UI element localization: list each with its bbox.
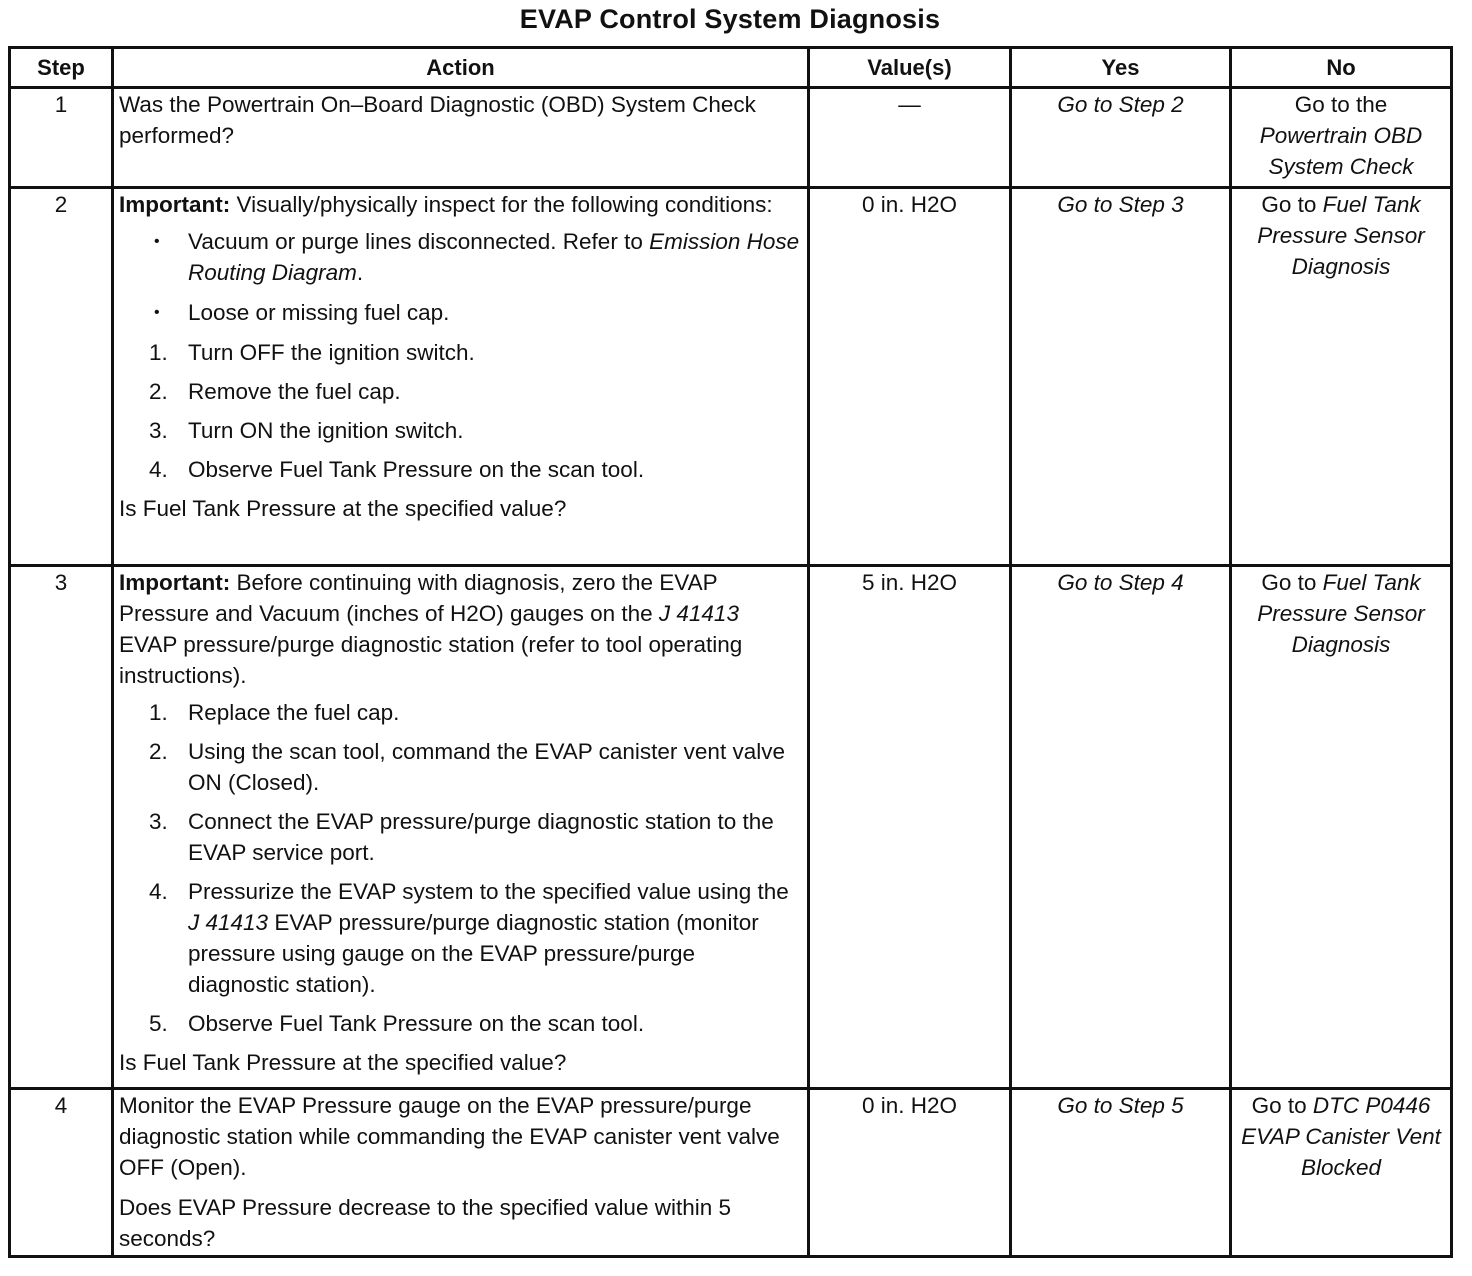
step-number: 2: [10, 188, 113, 566]
item-text: Observe Fuel Tank Pressure on the scan tool.: [188, 457, 645, 482]
list-item: [149, 337, 802, 368]
action-text: Was the Powertrain On–Board Diagnostic (OBD) System Check performed?: [119, 92, 756, 148]
action-text: Monitor the EVAP Pressure gauge on the EVAP pressure/purge diagnostic station while commanding the EVAP canister vent valve OFF (Open).: [119, 1093, 780, 1180]
value-cell: 0 in. H2O: [809, 1089, 1011, 1257]
item-text: Remove the fuel cap.: [188, 379, 401, 404]
no-prefix: Go to: [1261, 192, 1323, 217]
item-number: 5.: [149, 1011, 168, 1036]
no-cell: [1231, 566, 1452, 1089]
yes-link-text: Go to Step 4: [1057, 570, 1184, 595]
list-item: [149, 376, 802, 407]
item-text: EVAP pressure/purge diagnostic station (monitor pressure using gauge on the EVAP pressure/purge diagnostic station).: [188, 910, 759, 997]
step-number: 4: [10, 1089, 113, 1257]
item-number: 4.: [149, 879, 168, 904]
yes-link[interactable]: [1011, 188, 1231, 566]
value-cell: —: [809, 88, 1011, 188]
procedure-list: [119, 337, 802, 485]
document-title: EVAP Control System Diagnosis: [519, 4, 941, 34]
header-step: Step: [10, 48, 113, 88]
list-item: [154, 297, 802, 328]
table-row-step-1: [10, 88, 1452, 188]
no-prefix: Go to: [1261, 570, 1323, 595]
list-item: [149, 736, 802, 798]
important-note: [119, 189, 802, 220]
item-number: 3.: [149, 418, 168, 443]
step-number: 1: [10, 88, 113, 188]
list-item: [149, 415, 802, 446]
no-link[interactable]: Fuel Tank Pressure Sensor Diagnosis: [1257, 570, 1425, 657]
emission-hose-link[interactable]: Emission Hose Routing Diagram: [188, 229, 800, 285]
item-text: Pressurize the EVAP system to the specified value using the: [188, 879, 789, 904]
important-text: Before continuing with diagnosis, zero the EVAP Pressure and Vacuum (inches of H2O) gauges on the: [119, 570, 718, 626]
important-label: Important:: [119, 570, 231, 595]
no-prefix: Go to the: [1294, 92, 1388, 117]
list-item: [149, 697, 802, 728]
item-number: 1.: [149, 340, 168, 365]
important-text: EVAP pressure/purge diagnostic station (refer to tool operating instructions).: [119, 632, 743, 688]
item-number: 2.: [149, 379, 168, 404]
yes-link[interactable]: [1011, 88, 1231, 188]
header-yes: Yes: [1011, 48, 1231, 88]
tool-name: J 41413: [658, 601, 739, 626]
no-cell: [1231, 88, 1452, 188]
action-cell: [113, 188, 809, 566]
header-value: Value(s): [809, 48, 1011, 88]
question-text: Is Fuel Tank Pressure at the specified value?: [119, 496, 567, 521]
yes-link-text: Go to Step 2: [1057, 92, 1184, 117]
action-cell: [113, 566, 809, 1089]
no-link[interactable]: Fuel Tank Pressure Sensor Diagnosis: [1257, 192, 1425, 279]
list-item: [149, 454, 802, 485]
table-row-step-2: [10, 188, 1452, 566]
item-number: 4.: [149, 457, 168, 482]
table-row-step-3: [10, 566, 1452, 1089]
list-item: [149, 876, 802, 1000]
item-text: Observe Fuel Tank Pressure on the scan tool.: [188, 1011, 645, 1036]
value-cell: 5 in. H2O: [809, 566, 1011, 1089]
step-number: 3: [10, 566, 113, 1089]
condition-list: [119, 226, 802, 328]
no-link[interactable]: DTC P0446 EVAP Canister Vent Blocked: [1241, 1093, 1441, 1180]
question-text: Is Fuel Tank Pressure at the specified value?: [119, 1050, 567, 1075]
list-item: [149, 806, 802, 868]
action-cell: [113, 1089, 809, 1257]
item-number: 1.: [149, 700, 168, 725]
item-text: Turn OFF the ignition switch.: [188, 340, 475, 365]
item-text: Replace the fuel cap.: [188, 700, 400, 725]
no-cell: [1231, 188, 1452, 566]
item-text: Using the scan tool, command the EVAP canister vent valve ON (Closed).: [188, 739, 785, 795]
yes-link[interactable]: [1011, 1089, 1231, 1257]
bullet-text: Loose or missing fuel cap.: [188, 300, 450, 325]
no-cell: [1231, 1089, 1452, 1257]
question-text: Does EVAP Pressure decrease to the specified value within 5 seconds?: [119, 1195, 732, 1251]
item-number: 3.: [149, 809, 168, 834]
value-cell: 0 in. H2O: [809, 188, 1011, 566]
item-text: Connect the EVAP pressure/purge diagnostic station to the EVAP service port.: [188, 809, 774, 865]
list-item: [154, 226, 802, 288]
no-prefix: Go to: [1251, 1093, 1313, 1118]
yes-link-text: Go to Step 5: [1057, 1093, 1184, 1118]
header-row: [10, 48, 1452, 88]
bullet-end: .: [356, 260, 364, 285]
important-note: [119, 567, 802, 691]
no-link[interactable]: Powertrain OBD System Check: [1259, 123, 1423, 179]
tool-name: J 41413: [188, 910, 269, 935]
bullet-text: Vacuum or purge lines disconnected. Refer to: [188, 229, 650, 254]
header-no: No: [1231, 48, 1452, 88]
list-item: [149, 1008, 802, 1039]
yes-link[interactable]: [1011, 566, 1231, 1089]
header-action: Action: [113, 48, 809, 88]
yes-link-text: Go to Step 3: [1057, 192, 1184, 217]
procedure-list: [119, 697, 802, 1039]
important-label: Important:: [119, 192, 231, 217]
item-number: 2.: [149, 739, 168, 764]
important-text: Visually/physically inspect for the following conditions:: [230, 192, 773, 217]
item-text: Turn ON the ignition switch.: [188, 418, 464, 443]
action-cell: [113, 88, 809, 188]
table-row-step-4: [10, 1089, 1452, 1257]
diagnosis-table: [8, 46, 1453, 1258]
